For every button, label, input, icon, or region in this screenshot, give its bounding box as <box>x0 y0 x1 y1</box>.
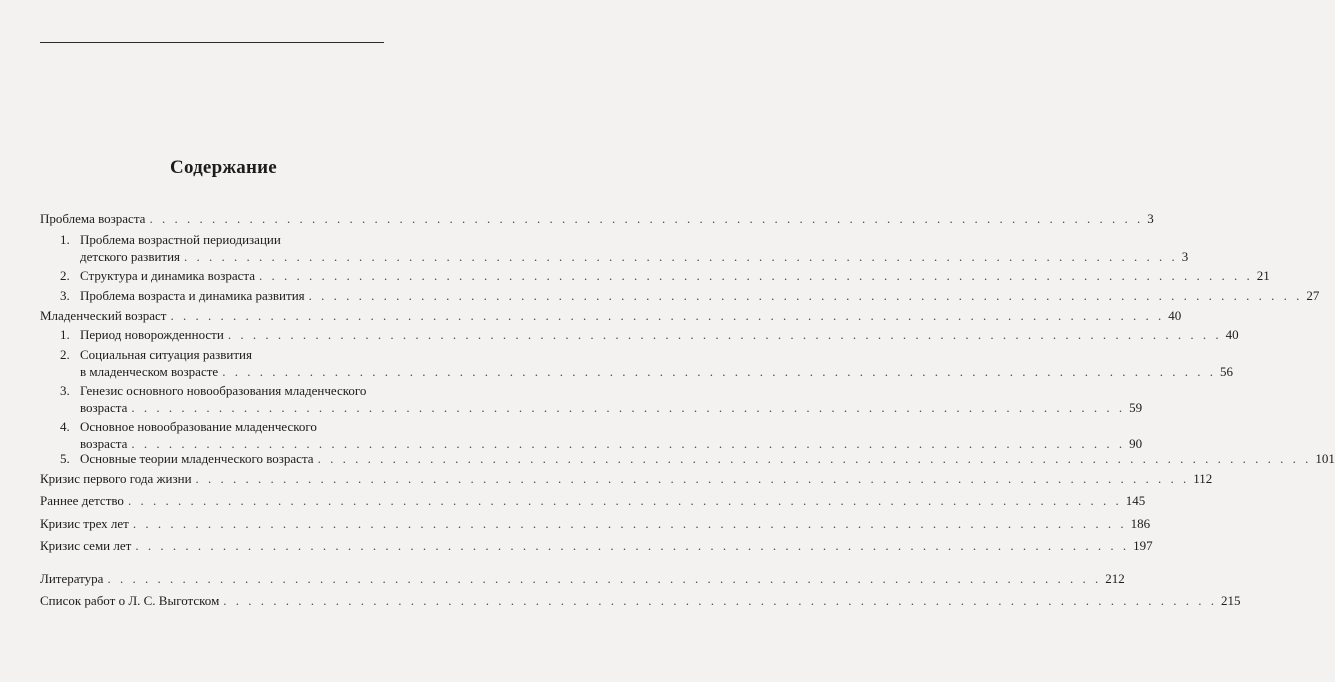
dot-leader: . . . . . . . . . . . . . . . . . . . . . . . . . . . . . . . . . . . . . . . . . . . . . . . . . . . . . . . . . . . . . . . . . . . . . . . . . . . . . . . . <box>222 364 1216 379</box>
toc-number: 2. <box>60 347 70 362</box>
toc-page-number: 186 <box>1130 516 1151 531</box>
dot-leader: . . . . . . . . . . . . . . . . . . . . . . . . . . . . . . . . . . . . . . . . . . . . . . . . . . . . . . . . . . . . . . . . . . . . . . . . . . . . . . . . <box>259 268 1253 283</box>
toc-page-number: 197 <box>1133 538 1153 553</box>
toc-title: Список работ о Л. С. Выготском <box>40 593 220 608</box>
toc-page-number: 40 <box>1225 327 1239 342</box>
toc-number: 5. <box>60 451 70 466</box>
toc-title: возраста <box>80 436 128 451</box>
toc-page-number: 21 <box>1256 268 1270 283</box>
toc-page-number: 40 <box>1168 308 1182 323</box>
toc-subentry <box>60 288 1320 304</box>
dot-leader: . . . . . . . . . . . . . . . . . . . . . . . . . . . . . . . . . . . . . . . . . . . . . . . . . . . . . . . . . . . . . . . . . . . . . . . . . . . . . . . . <box>149 211 1144 226</box>
toc-page-number: 27 <box>1306 288 1320 303</box>
toc-subentry <box>60 419 1143 453</box>
toc-entry <box>40 571 1125 587</box>
toc-title: возраста <box>80 400 128 415</box>
toc-subentry <box>60 232 1189 266</box>
toc-page-number: 3 <box>1147 211 1154 226</box>
toc-subentry <box>60 268 1270 284</box>
toc-title: Основные теории младенческого возраста <box>80 451 314 466</box>
toc-title-line: Проблема возрастной периодизации <box>80 232 281 247</box>
toc-title: Кризис трех лет <box>40 516 129 531</box>
toc-title: Младенческий возраст <box>40 308 167 323</box>
toc-title: Кризис первого года жизни <box>40 471 192 486</box>
toc-title: Период новорожденности <box>80 327 224 342</box>
toc-page-number: 112 <box>1193 471 1213 486</box>
toc-page-number: 56 <box>1219 364 1233 379</box>
header-rule <box>40 42 384 43</box>
toc-page-number: 215 <box>1221 593 1241 608</box>
toc-entry <box>40 538 1153 554</box>
dot-leader: . . . . . . . . . . . . . . . . . . . . . . . . . . . . . . . . . . . . . . . . . . . . . . . . . . . . . . . . . . . . . . . . . . . . . . . . . . . . . . . . <box>317 451 1312 466</box>
toc-title: Проблема возраста <box>40 211 146 226</box>
toc-title-line: Социальная ситуация развития <box>80 347 252 362</box>
toc-title: Литература <box>40 571 104 586</box>
dot-leader: . . . . . . . . . . . . . . . . . . . . . . . . . . . . . . . . . . . . . . . . . . . . . . . . . . . . . . . . . . . . . . . . . . . . . . . . . . . . . . . . <box>195 471 1190 486</box>
toc-page-number: 90 <box>1129 436 1143 451</box>
toc-entry <box>40 308 1182 324</box>
toc-title: Проблема возраста и динамика развития <box>80 288 305 303</box>
toc-title: Структура и динамика возраста <box>80 268 256 283</box>
toc-number: 4. <box>60 419 70 434</box>
dot-leader: . . . . . . . . . . . . . . . . . . . . . . . . . . . . . . . . . . . . . . . . . . . . . . . . . . . . . . . . . . . . . . . . . . . . . . . . . . . . . . . . <box>131 400 1126 415</box>
toc-subentry <box>60 347 1233 381</box>
toc-entry <box>40 211 1154 227</box>
dot-leader: . . . . . . . . . . . . . . . . . . . . . . . . . . . . . . . . . . . . . . . . . . . . . . . . . . . . . . . . . . . . . . . . . . . . . . . . . . . . . . . . <box>184 249 1178 264</box>
toc-title-line: Основное новообразование младенческого <box>80 419 317 434</box>
dot-leader: . . . . . . . . . . . . . . . . . . . . . . . . . . . . . . . . . . . . . . . . . . . . . . . . . . . . . . . . . . . . . . . . . . . . . . . . . . . . . . . . <box>135 538 1130 553</box>
dot-leader: . . . . . . . . . . . . . . . . . . . . . . . . . . . . . . . . . . . . . . . . . . . . . . . . . . . . . . . . . . . . . . . . . . . . . . . . . . . . . . . . <box>227 327 1222 342</box>
toc-page-number: 59 <box>1129 400 1143 415</box>
dot-leader: . . . . . . . . . . . . . . . . . . . . . . . . . . . . . . . . . . . . . . . . . . . . . . . . . . . . . . . . . . . . . . . . . . . . . . . . . . . . . . . . <box>223 593 1218 608</box>
toc-number: 1. <box>60 232 70 247</box>
toc-page-number: 145 <box>1125 493 1146 508</box>
toc-number: 3. <box>60 383 70 398</box>
toc-title-line: Генезис основного новообразования младенческого <box>80 383 367 398</box>
toc-title: в младенческом возрасте <box>80 364 219 379</box>
dot-leader: . . . . . . . . . . . . . . . . . . . . . . . . . . . . . . . . . . . . . . . . . . . . . . . . . . . . . . . . . . . . . . . . . . . . . . . . . . . . . . . . <box>308 288 1303 303</box>
dot-leader: . . . . . . . . . . . . . . . . . . . . . . . . . . . . . . . . . . . . . . . . . . . . . . . . . . . . . . . . . . . . . . . . . . . . . . . . . . . . . . . . <box>170 308 1165 323</box>
toc-entry <box>40 593 1241 609</box>
toc-entry <box>40 516 1151 532</box>
dot-leader: . . . . . . . . . . . . . . . . . . . . . . . . . . . . . . . . . . . . . . . . . . . . . . . . . . . . . . . . . . . . . . . . . . . . . . . . . . . . . . . . <box>131 436 1126 451</box>
toc-entry <box>40 471 1213 487</box>
toc-page-number: 212 <box>1105 571 1125 586</box>
toc-number: 1. <box>60 327 70 342</box>
toc-page-number: 101 <box>1315 451 1335 466</box>
toc-title: Кризис семи лет <box>40 538 132 553</box>
dot-leader: . . . . . . . . . . . . . . . . . . . . . . . . . . . . . . . . . . . . . . . . . . . . . . . . . . . . . . . . . . . . . . . . . . . . . . . . . . . . . . . . <box>132 516 1127 531</box>
dot-leader: . . . . . . . . . . . . . . . . . . . . . . . . . . . . . . . . . . . . . . . . . . . . . . . . . . . . . . . . . . . . . . . . . . . . . . . . . . . . . . . . <box>127 493 1122 508</box>
toc-subentry <box>60 383 1143 417</box>
toc-subentry <box>60 327 1239 343</box>
toc-subentry <box>60 451 1335 467</box>
toc-entry <box>40 493 1146 509</box>
dot-leader: . . . . . . . . . . . . . . . . . . . . . . . . . . . . . . . . . . . . . . . . . . . . . . . . . . . . . . . . . . . . . . . . . . . . . . . . . . . . . . . . <box>107 571 1102 586</box>
toc-number: 2. <box>60 268 70 283</box>
toc-page-number: 3 <box>1181 249 1189 264</box>
page-title: Содержание <box>170 157 277 178</box>
toc-number: 3. <box>60 288 70 303</box>
toc-title: детского развития <box>80 249 181 264</box>
toc-title: Раннее детство <box>40 493 124 508</box>
